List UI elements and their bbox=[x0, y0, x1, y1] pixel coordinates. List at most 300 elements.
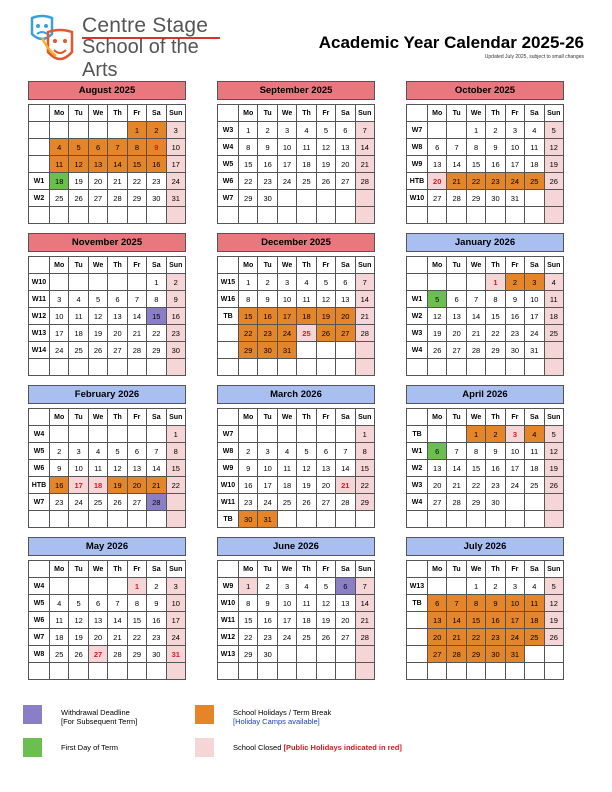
day-cell bbox=[447, 122, 466, 139]
week-row bbox=[407, 629, 564, 646]
day-cell bbox=[88, 122, 107, 139]
day-cell: 29 bbox=[466, 646, 485, 663]
day-cell: 27 bbox=[428, 494, 447, 511]
day-cell: 17 bbox=[166, 612, 185, 629]
day-header: Th bbox=[486, 257, 505, 274]
week-row bbox=[218, 460, 375, 477]
day-cell: 31 bbox=[505, 646, 524, 663]
day-cell: 18 bbox=[544, 308, 563, 325]
day-cell: 12 bbox=[316, 595, 335, 612]
day-header: Fr bbox=[127, 561, 146, 578]
day-cell: 5 bbox=[297, 443, 316, 460]
week-row bbox=[29, 595, 186, 612]
week-label bbox=[407, 612, 428, 629]
day-cell: 26 bbox=[69, 646, 88, 663]
day-cell: 1 bbox=[166, 426, 185, 443]
day-cell bbox=[258, 663, 277, 680]
day-cell bbox=[525, 190, 544, 207]
day-header: Th bbox=[486, 409, 505, 426]
legend-holiday-line2: [Holiday Camps available] bbox=[233, 717, 320, 726]
day-cell: 10 bbox=[277, 291, 296, 308]
day-cell: 14 bbox=[336, 460, 355, 477]
day-header: Sa bbox=[336, 257, 355, 274]
day-cell: 24 bbox=[69, 494, 88, 511]
day-cell: 17 bbox=[277, 156, 296, 173]
day-cell: 24 bbox=[277, 173, 296, 190]
day-header: Tu bbox=[69, 561, 88, 578]
day-header: Sun bbox=[544, 409, 563, 426]
day-header: Mo bbox=[428, 257, 447, 274]
legend-closed-main: School Closed bbox=[233, 743, 282, 752]
month-title: October 2025 bbox=[406, 81, 564, 100]
week-label bbox=[218, 325, 239, 342]
day-cell bbox=[50, 663, 69, 680]
day-cell: 16 bbox=[258, 308, 277, 325]
page-title: Academic Year Calendar 2025-26 bbox=[318, 33, 584, 52]
day-cell bbox=[336, 359, 355, 376]
day-cell: 11 bbox=[277, 460, 296, 477]
day-header: Sun bbox=[166, 105, 185, 122]
day-cell: 1 bbox=[239, 122, 258, 139]
day-cell: 12 bbox=[69, 612, 88, 629]
page-subtitle: Updated July 2025, subject to small changes bbox=[484, 54, 584, 60]
week-row bbox=[218, 629, 375, 646]
week-label-header bbox=[29, 409, 50, 426]
day-cell: 18 bbox=[297, 612, 316, 629]
day-cell bbox=[69, 359, 88, 376]
day-cell bbox=[544, 494, 563, 511]
day-cell: 24 bbox=[50, 342, 69, 359]
day-cell bbox=[428, 207, 447, 224]
day-cell: 25 bbox=[69, 342, 88, 359]
day-cell bbox=[355, 190, 374, 207]
day-header: Sa bbox=[147, 105, 166, 122]
day-cell: 29 bbox=[486, 342, 505, 359]
day-cell bbox=[69, 426, 88, 443]
day-cell: 18 bbox=[88, 477, 107, 494]
day-cell bbox=[88, 511, 107, 528]
day-cell bbox=[69, 511, 88, 528]
week-label-header bbox=[407, 105, 428, 122]
week-row bbox=[218, 207, 375, 224]
day-cell bbox=[50, 207, 69, 224]
day-header: Th bbox=[486, 105, 505, 122]
day-cell: 21 bbox=[355, 156, 374, 173]
day-cell: 31 bbox=[525, 342, 544, 359]
day-cell bbox=[50, 511, 69, 528]
month-calendar bbox=[28, 81, 186, 224]
day-cell bbox=[127, 207, 146, 224]
day-cell: 2 bbox=[258, 122, 277, 139]
day-header: Tu bbox=[258, 257, 277, 274]
week-label bbox=[407, 359, 428, 376]
day-cell: 14 bbox=[447, 156, 466, 173]
day-cell: 30 bbox=[147, 646, 166, 663]
day-header: We bbox=[466, 561, 485, 578]
day-cell bbox=[447, 511, 466, 528]
day-header: Sun bbox=[166, 257, 185, 274]
day-cell: 29 bbox=[239, 646, 258, 663]
week-label: HTB bbox=[29, 477, 50, 494]
day-cell: 13 bbox=[428, 460, 447, 477]
week-row bbox=[29, 646, 186, 663]
day-header: Sa bbox=[147, 561, 166, 578]
month-table bbox=[217, 256, 375, 376]
week-label: W11 bbox=[218, 612, 239, 629]
first-day-swatch bbox=[23, 738, 42, 757]
day-header: Th bbox=[297, 561, 316, 578]
day-cell: 27 bbox=[108, 342, 127, 359]
week-label: W13 bbox=[218, 646, 239, 663]
week-label bbox=[218, 207, 239, 224]
week-label: W3 bbox=[218, 122, 239, 139]
day-cell: 13 bbox=[447, 308, 466, 325]
week-row bbox=[29, 629, 186, 646]
day-header: Sun bbox=[355, 561, 374, 578]
day-header: Sun bbox=[544, 105, 563, 122]
day-cell: 3 bbox=[69, 443, 88, 460]
week-label: W1 bbox=[407, 443, 428, 460]
day-cell bbox=[428, 274, 447, 291]
day-cell: 4 bbox=[277, 443, 296, 460]
day-cell: 25 bbox=[50, 190, 69, 207]
day-header: Fr bbox=[316, 561, 335, 578]
day-cell bbox=[277, 359, 296, 376]
week-label: W2 bbox=[29, 190, 50, 207]
day-cell: 17 bbox=[50, 325, 69, 342]
day-header: Tu bbox=[447, 409, 466, 426]
day-cell bbox=[486, 359, 505, 376]
day-header: We bbox=[277, 409, 296, 426]
day-header: We bbox=[88, 105, 107, 122]
week-label bbox=[29, 511, 50, 528]
week-label bbox=[407, 663, 428, 680]
day-cell bbox=[166, 207, 185, 224]
month-title: August 2025 bbox=[28, 81, 186, 100]
day-cell bbox=[69, 663, 88, 680]
day-cell: 2 bbox=[486, 578, 505, 595]
week-row bbox=[29, 578, 186, 595]
day-cell: 2 bbox=[486, 122, 505, 139]
day-cell: 24 bbox=[166, 629, 185, 646]
month-title: January 2026 bbox=[406, 233, 564, 252]
day-cell bbox=[277, 190, 296, 207]
month-calendar bbox=[406, 81, 564, 224]
month-table bbox=[28, 408, 186, 528]
day-cell: 12 bbox=[544, 139, 563, 156]
day-cell bbox=[486, 207, 505, 224]
week-label: W1 bbox=[29, 173, 50, 190]
day-cell: 28 bbox=[355, 629, 374, 646]
month-table bbox=[217, 104, 375, 224]
day-cell: 10 bbox=[166, 139, 185, 156]
day-cell: 28 bbox=[355, 325, 374, 342]
day-cell bbox=[297, 511, 316, 528]
day-cell: 8 bbox=[127, 595, 146, 612]
day-header: Sun bbox=[166, 561, 185, 578]
week-label: W14 bbox=[29, 342, 50, 359]
day-cell: 11 bbox=[50, 156, 69, 173]
day-cell: 16 bbox=[505, 308, 524, 325]
day-header: Fr bbox=[505, 105, 524, 122]
month-title: November 2025 bbox=[28, 233, 186, 252]
day-cell bbox=[108, 663, 127, 680]
day-cell bbox=[447, 274, 466, 291]
day-cell: 31 bbox=[277, 342, 296, 359]
day-cell: 9 bbox=[50, 460, 69, 477]
day-cell: 11 bbox=[544, 291, 563, 308]
day-cell: 10 bbox=[277, 595, 296, 612]
day-cell: 23 bbox=[50, 494, 69, 511]
day-cell: 1 bbox=[127, 578, 146, 595]
day-cell bbox=[258, 359, 277, 376]
day-header: We bbox=[466, 409, 485, 426]
week-row bbox=[407, 325, 564, 342]
day-cell: 22 bbox=[166, 477, 185, 494]
day-cell bbox=[297, 342, 316, 359]
day-cell: 28 bbox=[108, 190, 127, 207]
day-cell: 13 bbox=[336, 139, 355, 156]
month-calendar bbox=[406, 537, 564, 680]
day-cell: 16 bbox=[258, 612, 277, 629]
day-cell bbox=[69, 122, 88, 139]
week-label bbox=[29, 139, 50, 156]
day-cell: 14 bbox=[447, 460, 466, 477]
day-cell: 20 bbox=[88, 629, 107, 646]
week-label: W16 bbox=[218, 291, 239, 308]
day-cell bbox=[50, 578, 69, 595]
day-cell: 28 bbox=[127, 342, 146, 359]
week-row bbox=[29, 494, 186, 511]
week-label: W10 bbox=[218, 477, 239, 494]
day-cell: 7 bbox=[147, 443, 166, 460]
week-label: W10 bbox=[218, 595, 239, 612]
day-cell: 27 bbox=[336, 173, 355, 190]
day-cell bbox=[88, 426, 107, 443]
day-cell: 7 bbox=[355, 122, 374, 139]
day-cell: 23 bbox=[258, 629, 277, 646]
day-cell: 25 bbox=[297, 173, 316, 190]
day-cell: 21 bbox=[127, 325, 146, 342]
week-label: W8 bbox=[218, 443, 239, 460]
day-cell bbox=[239, 426, 258, 443]
day-cell: 28 bbox=[447, 646, 466, 663]
day-cell: 19 bbox=[297, 477, 316, 494]
week-label bbox=[407, 207, 428, 224]
day-cell: 1 bbox=[239, 578, 258, 595]
week-label: W7 bbox=[407, 122, 428, 139]
day-cell bbox=[166, 663, 185, 680]
week-label: W11 bbox=[218, 494, 239, 511]
day-cell: 10 bbox=[505, 443, 524, 460]
day-cell: 14 bbox=[355, 595, 374, 612]
day-cell: 30 bbox=[258, 342, 277, 359]
day-cell bbox=[336, 342, 355, 359]
day-cell: 11 bbox=[50, 612, 69, 629]
day-cell: 25 bbox=[297, 629, 316, 646]
week-label bbox=[29, 359, 50, 376]
day-cell: 29 bbox=[127, 190, 146, 207]
day-cell bbox=[428, 426, 447, 443]
day-cell bbox=[316, 426, 335, 443]
day-cell: 19 bbox=[428, 325, 447, 342]
week-label: W9 bbox=[218, 460, 239, 477]
week-row bbox=[29, 663, 186, 680]
day-header: Fr bbox=[505, 561, 524, 578]
week-row bbox=[407, 477, 564, 494]
week-row bbox=[407, 190, 564, 207]
day-cell: 22 bbox=[127, 173, 146, 190]
day-header: Mo bbox=[239, 409, 258, 426]
week-label: W4 bbox=[29, 578, 50, 595]
day-cell: 23 bbox=[258, 173, 277, 190]
day-cell: 9 bbox=[258, 595, 277, 612]
day-cell bbox=[127, 359, 146, 376]
day-cell: 9 bbox=[147, 595, 166, 612]
day-header: Sa bbox=[147, 409, 166, 426]
day-cell: 7 bbox=[447, 595, 466, 612]
day-cell bbox=[166, 359, 185, 376]
day-cell: 10 bbox=[525, 291, 544, 308]
day-cell bbox=[316, 359, 335, 376]
week-row bbox=[407, 595, 564, 612]
month-table bbox=[406, 104, 564, 224]
month-calendar bbox=[217, 81, 375, 224]
day-cell: 15 bbox=[466, 612, 485, 629]
day-cell: 16 bbox=[486, 156, 505, 173]
day-cell: 31 bbox=[166, 646, 185, 663]
day-cell: 17 bbox=[258, 477, 277, 494]
day-cell: 15 bbox=[486, 308, 505, 325]
week-row bbox=[29, 325, 186, 342]
day-cell bbox=[147, 207, 166, 224]
day-cell: 26 bbox=[69, 190, 88, 207]
day-cell: 10 bbox=[505, 595, 524, 612]
day-cell: 1 bbox=[239, 274, 258, 291]
day-header: Sun bbox=[166, 409, 185, 426]
week-row bbox=[29, 274, 186, 291]
week-row bbox=[29, 207, 186, 224]
day-cell: 6 bbox=[336, 122, 355, 139]
day-cell: 18 bbox=[277, 477, 296, 494]
week-row bbox=[29, 291, 186, 308]
day-cell bbox=[544, 359, 563, 376]
day-cell bbox=[127, 426, 146, 443]
week-label bbox=[218, 342, 239, 359]
week-label: W2 bbox=[407, 308, 428, 325]
day-cell: 29 bbox=[239, 342, 258, 359]
day-cell bbox=[466, 663, 485, 680]
week-label: TB bbox=[407, 426, 428, 443]
day-cell: 7 bbox=[127, 291, 146, 308]
day-header: We bbox=[88, 561, 107, 578]
day-cell bbox=[147, 359, 166, 376]
day-header: Tu bbox=[258, 105, 277, 122]
day-cell: 4 bbox=[50, 595, 69, 612]
week-label: W5 bbox=[29, 595, 50, 612]
week-label: W4 bbox=[407, 342, 428, 359]
day-cell: 8 bbox=[466, 443, 485, 460]
day-cell: 24 bbox=[505, 477, 524, 494]
day-cell: 6 bbox=[88, 139, 107, 156]
week-label-header bbox=[407, 257, 428, 274]
day-header: Mo bbox=[50, 257, 69, 274]
day-cell: 11 bbox=[297, 291, 316, 308]
day-cell: 3 bbox=[525, 274, 544, 291]
day-cell: 30 bbox=[505, 342, 524, 359]
day-header: Th bbox=[297, 105, 316, 122]
day-cell bbox=[525, 663, 544, 680]
day-header: Th bbox=[108, 257, 127, 274]
day-cell bbox=[50, 426, 69, 443]
day-cell: 17 bbox=[505, 156, 524, 173]
day-cell: 28 bbox=[108, 646, 127, 663]
day-cell: 4 bbox=[297, 578, 316, 595]
day-header: Fr bbox=[316, 257, 335, 274]
day-cell: 24 bbox=[525, 325, 544, 342]
day-cell: 19 bbox=[88, 325, 107, 342]
day-header: Sa bbox=[525, 409, 544, 426]
day-cell: 1 bbox=[466, 426, 485, 443]
day-cell: 17 bbox=[277, 612, 296, 629]
week-row bbox=[29, 460, 186, 477]
day-cell: 3 bbox=[277, 122, 296, 139]
day-cell: 27 bbox=[428, 190, 447, 207]
day-cell: 14 bbox=[127, 308, 146, 325]
day-cell: 23 bbox=[166, 325, 185, 342]
day-cell bbox=[336, 190, 355, 207]
week-row bbox=[407, 156, 564, 173]
week-label: W5 bbox=[218, 156, 239, 173]
day-header: Mo bbox=[239, 257, 258, 274]
day-cell: 6 bbox=[108, 291, 127, 308]
day-header: We bbox=[277, 257, 296, 274]
day-cell: 23 bbox=[147, 173, 166, 190]
day-cell: 26 bbox=[88, 342, 107, 359]
day-cell: 16 bbox=[258, 156, 277, 173]
day-cell bbox=[447, 426, 466, 443]
week-row bbox=[218, 156, 375, 173]
day-header: Tu bbox=[447, 257, 466, 274]
day-cell: 16 bbox=[50, 477, 69, 494]
day-cell: 1 bbox=[466, 578, 485, 595]
day-cell: 24 bbox=[277, 325, 296, 342]
day-cell: 23 bbox=[258, 325, 277, 342]
day-header: Sun bbox=[544, 257, 563, 274]
day-cell bbox=[108, 511, 127, 528]
day-cell: 19 bbox=[544, 460, 563, 477]
day-cell: 7 bbox=[336, 443, 355, 460]
day-cell: 15 bbox=[466, 156, 485, 173]
week-label-header bbox=[407, 409, 428, 426]
day-cell bbox=[525, 646, 544, 663]
day-header: Fr bbox=[505, 257, 524, 274]
week-label: W4 bbox=[29, 426, 50, 443]
day-cell: 11 bbox=[88, 460, 107, 477]
day-cell: 13 bbox=[88, 612, 107, 629]
day-cell: 22 bbox=[355, 477, 374, 494]
day-cell bbox=[486, 511, 505, 528]
month-table bbox=[217, 408, 375, 528]
day-cell: 8 bbox=[466, 139, 485, 156]
day-cell: 22 bbox=[466, 629, 485, 646]
day-cell: 20 bbox=[88, 173, 107, 190]
day-cell bbox=[316, 511, 335, 528]
day-cell bbox=[277, 511, 296, 528]
week-row bbox=[29, 122, 186, 139]
day-cell: 16 bbox=[239, 477, 258, 494]
week-row bbox=[218, 443, 375, 460]
